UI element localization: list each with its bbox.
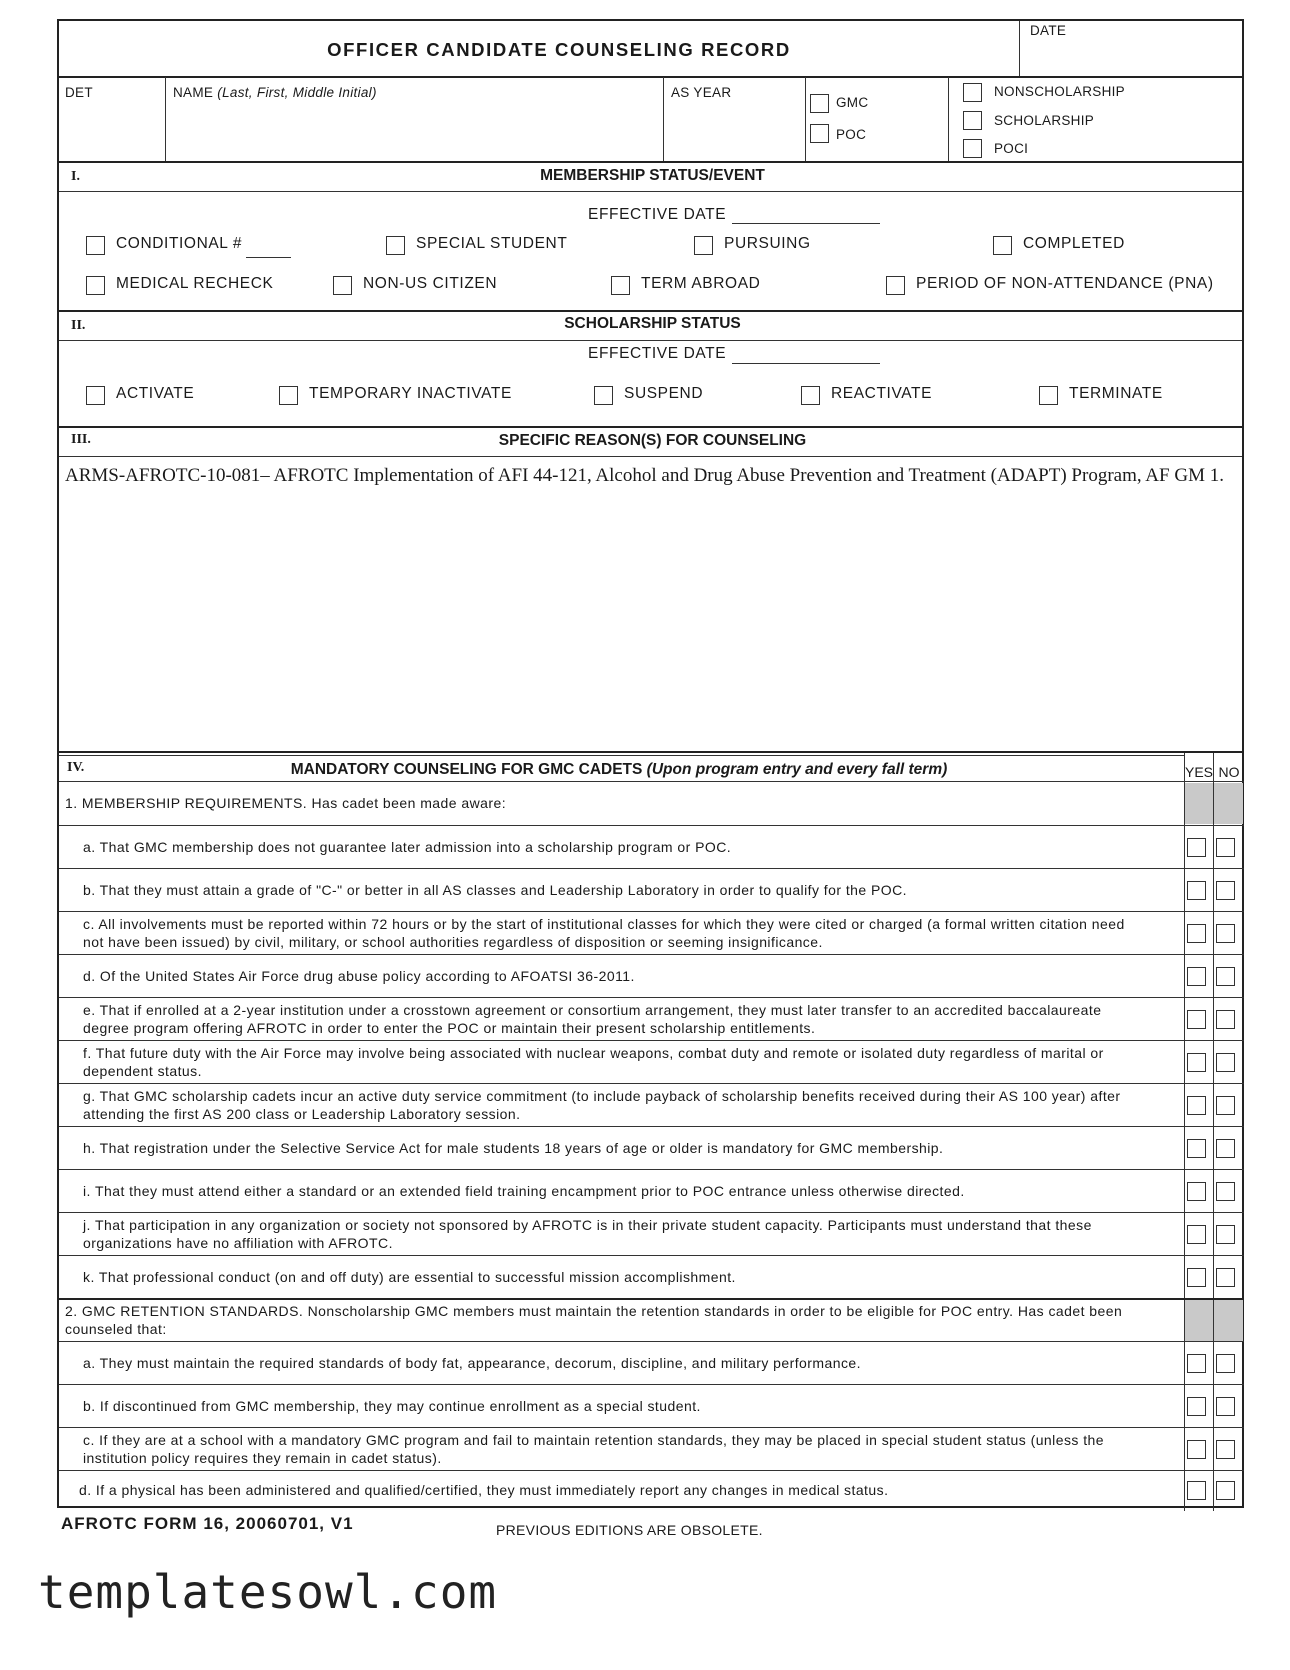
poc-label: POC (836, 127, 867, 142)
q1-item-text: e. That if enrolled at a 2-year institution under a crosstown agreement or consortium arrangement, they must later transfer to an accredited baccalaureate degree program offering AFROTC in order to enter the POC or maintain their present scholarship entitlements. (83, 1002, 1102, 1036)
q2-item-yes-checkbox[interactable] (1187, 1397, 1206, 1416)
form-title: OFFICER CANDIDATE COUNSELING RECORD (327, 39, 791, 60)
q1-item-row (59, 868, 1244, 911)
q1-item-yes-checkbox[interactable] (1187, 1010, 1206, 1029)
q1-item-text: i. That they must attend either a standard or an extended field training encampment prior to POC entrance unless otherwise directed. (83, 1183, 965, 1199)
question-2-no-shade (1214, 1300, 1243, 1341)
q1-item-row (59, 1169, 1244, 1212)
q2-item-text: c. If they are at a school with a mandatory GMC program and fail to maintain retention standards, they may be placed in special student status (unless the institution policy requires they remain in cadet status). (83, 1432, 1105, 1466)
question-1-no-shade (1214, 783, 1243, 824)
terminate-checkbox[interactable] (1039, 386, 1058, 405)
conditional-checkbox[interactable] (86, 236, 105, 255)
q1-item-row (59, 825, 1244, 868)
nonscholarship-label: NONSCHOLARSHIP (994, 84, 1125, 99)
poci-label: POCI (994, 141, 1029, 156)
section-2-number: II. (71, 318, 86, 333)
name-field[interactable] (169, 103, 659, 159)
completed-label: COMPLETED (1023, 235, 1125, 252)
det-field[interactable] (61, 103, 161, 159)
question-1-yes-shade (1185, 783, 1213, 824)
q1-item-no-checkbox[interactable] (1216, 1053, 1235, 1072)
question-2-text: 2. GMC RETENTION STANDARDS. Nonscholarship GMC members must maintain the retention standards in order to be eligible for POC entry. Has cadet been counseled that: (65, 1303, 1123, 1337)
as-year-field[interactable] (667, 103, 803, 159)
section-2-title: SCHOLARSHIP STATUS (564, 315, 741, 332)
counseling-reason-text[interactable]: ARMS-AFROTC-10-081– AFROTC Implementation of AFI 44-121, Alcohol and Drug Abuse Prevention and Treatment (ADAPT) Program, AF GM 1. (65, 465, 1224, 486)
q1-item-yes-checkbox[interactable] (1187, 838, 1206, 857)
q2-item-text: d. If a physical has been administered and qualified/certified, they must immediately report any changes in medical status. (79, 1482, 889, 1498)
q1-item-row (59, 1212, 1244, 1255)
activate-checkbox[interactable] (86, 386, 105, 405)
q1-item-yes-checkbox[interactable] (1187, 924, 1206, 943)
q2-item-yes-checkbox[interactable] (1187, 1440, 1206, 1459)
pna-checkbox[interactable] (886, 276, 905, 295)
q2-item-row (59, 1341, 1244, 1384)
obsolete-notice: PREVIOUS EDITIONS ARE OBSOLETE. (496, 1522, 763, 1538)
q1-item-yes-checkbox[interactable] (1187, 1268, 1206, 1287)
name-label-text: NAME (173, 85, 214, 100)
section-2-effective-date-label: EFFECTIVE DATE (588, 345, 727, 362)
q2-item-text: b. If discontinued from GMC membership, they may continue enrollment as a special student. (83, 1398, 701, 1414)
activate-label: ACTIVATE (116, 385, 195, 402)
date-label: DATE (1030, 23, 1067, 38)
q1-item-text: c. All involvements must be reported within 72 hours or by the start of institutional classes for which they were cited or charged (a formal written citation need not have been issued) by civil, military, or school authorities regardless of disposition or seeming insignificance. (83, 916, 1125, 950)
pna-label: PERIOD OF NON-ATTENDANCE (PNA) (916, 275, 1214, 292)
section-3-number: III. (71, 432, 91, 447)
watermark: templatesowl.com (38, 1565, 498, 1619)
special-student-checkbox[interactable] (386, 236, 405, 255)
yes-column-header: YES (1185, 764, 1214, 780)
q2-item-text: a. They must maintain the required standards of body fat, appearance, decorum, discipline, and military performance. (83, 1355, 861, 1371)
form-id: AFROTC FORM 16, 20060701, V1 (61, 1514, 354, 1533)
q1-item-row (59, 997, 1244, 1040)
q1-item-no-checkbox[interactable] (1216, 924, 1235, 943)
no-column-header: NO (1218, 764, 1240, 780)
term-abroad-label: TERM ABROAD (641, 275, 761, 292)
q1-item-text: f. That future duty with the Air Force may involve being associated with nuclear weapons, combat duty and remote or isolated duty regardless of marital or dependent status. (83, 1045, 1104, 1079)
q1-item-text: h. That registration under the Selective Service Act for male students 18 years of age or older is mandatory for GMC membership. (83, 1140, 944, 1156)
temporary-inactivate-checkbox[interactable] (279, 386, 298, 405)
q1-item-row (59, 1083, 1244, 1126)
section-4-number: IV. (67, 760, 85, 775)
terminate-label: TERMINATE (1069, 385, 1163, 402)
question-1-text: 1. MEMBERSHIP REQUIREMENTS. Has cadet been made aware: (65, 795, 507, 811)
q2-item-yes-checkbox[interactable] (1187, 1354, 1206, 1373)
counseling-form (57, 19, 1244, 1508)
q1-item-no-checkbox[interactable] (1216, 1182, 1235, 1201)
pursuing-label: PURSUING (724, 235, 811, 252)
poc-checkbox[interactable] (810, 124, 829, 143)
pursuing-checkbox[interactable] (694, 236, 713, 255)
q2-item-no-checkbox[interactable] (1216, 1440, 1235, 1459)
question-1-row (59, 781, 1244, 825)
q1-item-yes-checkbox[interactable] (1187, 1053, 1206, 1072)
q1-item-text: d. Of the United States Air Force drug abuse policy according to AFOATSI 36-2011. (83, 968, 635, 984)
q2-item-yes-checkbox[interactable] (1187, 1481, 1206, 1500)
q1-item-row (59, 1040, 1244, 1083)
non-us-citizen-label: NON-US CITIZEN (363, 275, 498, 292)
nonscholarship-checkbox[interactable] (963, 83, 982, 102)
q1-item-text: b. That they must attain a grade of "C-" or better in all AS classes and Leadership Laboratory in order to qualify for the POC. (83, 882, 908, 898)
q1-item-text: j. That participation in any organization or society not sponsored by AFROTC is in their private student capacity. Participants must understand that these organizations have no affiliation with AFROTC. (83, 1217, 1092, 1251)
q1-item-no-checkbox[interactable] (1216, 1268, 1235, 1287)
det-label: DET (65, 85, 93, 100)
q1-item-yes-checkbox[interactable] (1187, 881, 1206, 900)
name-label (173, 85, 377, 100)
q1-item-text: k. That professional conduct (on and off duty) are essential to successful mission accomplishment. (83, 1269, 736, 1285)
scholarship-label: SCHOLARSHIP (994, 113, 1095, 128)
q1-item-no-checkbox[interactable] (1216, 881, 1235, 900)
q1-item-yes-checkbox[interactable] (1187, 1225, 1206, 1244)
q2-item-no-checkbox[interactable] (1216, 1354, 1235, 1373)
section-1-effective-date-field[interactable] (732, 201, 880, 224)
q1-item-yes-checkbox[interactable] (1187, 1182, 1206, 1201)
q1-item-yes-checkbox[interactable] (1187, 1139, 1206, 1158)
medical-recheck-label: MEDICAL RECHECK (116, 275, 274, 292)
section-4-title-text: MANDATORY COUNSELING FOR GMC CADETS (290, 761, 643, 778)
as-year-label: AS YEAR (671, 85, 732, 100)
section-1-effective-date-label: EFFECTIVE DATE (588, 206, 727, 223)
temporary-inactivate-label: TEMPORARY INACTIVATE (309, 385, 512, 402)
section-2-effective-date-field[interactable] (732, 341, 880, 364)
reactivate-label: REACTIVATE (831, 385, 933, 402)
q1-item-row (59, 1255, 1244, 1298)
name-label-hint: (Last, First, Middle Initial) (217, 85, 377, 100)
question-2-yes-shade (1185, 1300, 1213, 1341)
q1-item-row (59, 911, 1244, 954)
q1-item-no-checkbox[interactable] (1216, 838, 1235, 857)
gmc-checkbox[interactable] (810, 94, 829, 113)
special-student-label: SPECIAL STUDENT (416, 235, 568, 252)
section-1-title: MEMBERSHIP STATUS/EVENT (540, 167, 765, 184)
q2-item-no-checkbox[interactable] (1216, 1481, 1235, 1500)
q1-item-no-checkbox[interactable] (1216, 1010, 1235, 1029)
q1-item-yes-checkbox[interactable] (1187, 967, 1206, 986)
section-1-number: I. (71, 169, 80, 184)
suspend-label: SUSPEND (624, 385, 704, 402)
non-us-citizen-checkbox[interactable] (333, 276, 352, 295)
q1-item-no-checkbox[interactable] (1216, 967, 1235, 986)
q1-item-row (59, 1126, 1244, 1169)
reactivate-checkbox[interactable] (801, 386, 820, 405)
q1-item-text: a. That GMC membership does not guarantee later admission into a scholarship program or POC. (83, 839, 732, 855)
question-2-row (59, 1298, 1244, 1341)
conditional-number-field[interactable] (246, 239, 291, 258)
q1-item-row (59, 954, 1244, 997)
q2-item-row (59, 1470, 1244, 1508)
q2-item-no-checkbox[interactable] (1216, 1397, 1235, 1416)
q1-item-no-checkbox[interactable] (1216, 1139, 1235, 1158)
q2-item-row (59, 1384, 1244, 1427)
completed-checkbox[interactable] (993, 236, 1012, 255)
medical-recheck-checkbox[interactable] (86, 276, 105, 295)
scholarship-checkbox[interactable] (963, 111, 982, 130)
section-4-title (59, 761, 1179, 779)
poci-checkbox[interactable] (963, 139, 982, 158)
gmc-label: GMC (836, 95, 869, 110)
q1-item-yes-checkbox[interactable] (1187, 1096, 1206, 1115)
q1-item-text: g. That GMC scholarship cadets incur an active duty service commitment (to include payback of scholarship benefits received during their AS 100 year) after attending the first AS 200 class or Leadership Laboratory session. (83, 1088, 1121, 1122)
section-3-title: SPECIFIC REASON(S) FOR COUNSELING (498, 432, 807, 449)
section-4-subtitle: (Upon program entry and every fall term) (646, 761, 948, 778)
q1-item-no-checkbox[interactable] (1216, 1225, 1235, 1244)
conditional-label: CONDITIONAL # (116, 235, 243, 252)
q1-item-no-checkbox[interactable] (1216, 1096, 1235, 1115)
suspend-checkbox[interactable] (594, 386, 613, 405)
date-field[interactable] (1021, 41, 1241, 75)
term-abroad-checkbox[interactable] (611, 276, 630, 295)
q2-item-row (59, 1427, 1244, 1470)
